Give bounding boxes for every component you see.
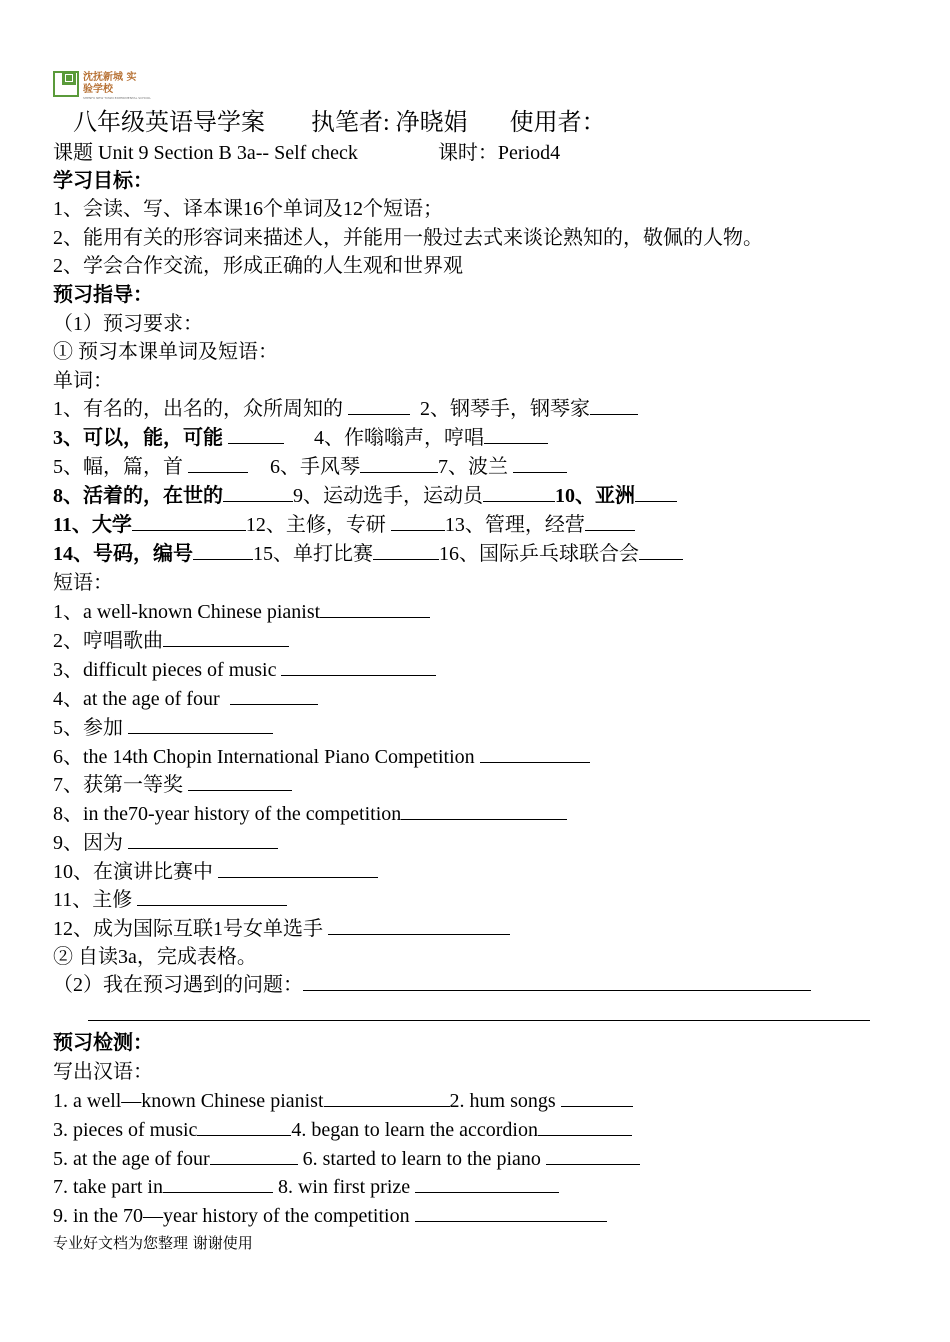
problems-label: （2）我在预习遇到的问题：: [53, 974, 303, 996]
word-row-4: [53, 482, 677, 510]
phrase-row: [53, 598, 430, 626]
word-item: 5、幅，篇，首: [53, 456, 183, 478]
answer-blank[interactable]: [324, 1090, 450, 1107]
goal-item-1: 1、会读、写、译本课16个单词及12个短语；: [53, 198, 443, 220]
answer-blank[interactable]: [303, 974, 811, 991]
logo-name-cn: 沈抚新城 实验学校: [83, 72, 137, 95]
answer-blank[interactable]: [132, 514, 246, 531]
phrase-item: 6、the 14th Chopin International Piano Competition: [53, 746, 475, 768]
word-item: 6、手风琴: [270, 456, 360, 478]
word-item: 15、单打比赛: [253, 543, 373, 565]
phrase-row: [53, 829, 278, 857]
answer-blank[interactable]: [210, 1148, 298, 1165]
word-row-5: [53, 511, 635, 539]
logo-mark: [53, 71, 79, 97]
answer-blank[interactable]: [546, 1148, 640, 1165]
answer-blank[interactable]: [228, 427, 284, 444]
answer-blank[interactable]: [218, 861, 378, 878]
school-logo: [53, 67, 158, 100]
phrase-item: 8、in the70-year history of the competition: [53, 803, 402, 825]
phrases-label: 短语：: [53, 572, 113, 594]
goal-item-3: 2、学会合作交流，形成正确的人生观和世界观: [53, 255, 463, 277]
word-row-1: [53, 395, 638, 423]
answer-blank[interactable]: [163, 1176, 273, 1193]
check-row: [53, 1116, 632, 1144]
answer-blank[interactable]: [415, 1176, 559, 1193]
preview-step-2: ② 自读3a，完成表格。: [53, 946, 257, 968]
phrase-row: [53, 886, 287, 914]
check-item: 2. hum songs: [449, 1090, 556, 1112]
word-item: 9、运动选手，运动员: [293, 485, 483, 507]
answer-blank[interactable]: [513, 456, 567, 473]
goal-item-2: 2、能用有关的形容词来描述人，并能用一般过去式来谈论熟知的，敬佩的人物。: [53, 227, 763, 249]
check-row: [53, 1145, 640, 1173]
answer-blank[interactable]: [281, 659, 436, 676]
phrase-item: 5、参加: [53, 717, 123, 739]
logo-name-en: SHENFU NEW TOWN EXPERIMENTAL SCHOOL: [83, 96, 151, 100]
words-label: 单词：: [53, 370, 113, 392]
word-row-3: [53, 453, 567, 481]
check-item: 3. pieces of music: [53, 1119, 198, 1141]
check-item: 8. win first prize: [277, 1176, 411, 1198]
answer-blank[interactable]: [484, 427, 548, 444]
answer-blank[interactable]: [561, 1090, 633, 1107]
preview-requirement: （1）预习要求：: [53, 313, 203, 335]
answer-blank[interactable]: [137, 889, 287, 906]
word-row-2: [53, 424, 548, 452]
lesson-line: [53, 139, 560, 167]
header-line: [73, 108, 606, 138]
word-item: 13、管理，经营: [444, 514, 585, 536]
word-item: 7、波兰: [438, 456, 508, 478]
answer-blank[interactable]: [328, 918, 510, 935]
footer-note: 专业好文档为您整理 谢谢使用: [53, 1234, 253, 1252]
phrase-item: 11、主修: [53, 889, 133, 911]
word-item: 16、国际乒乓球联合会: [439, 543, 639, 565]
answer-blank[interactable]: [639, 543, 683, 560]
phrase-item: 2、哼唱歌曲: [53, 630, 163, 652]
check-item: 7. take part in: [53, 1176, 163, 1198]
check-row: [53, 1173, 559, 1201]
answer-blank[interactable]: [538, 1119, 632, 1136]
phrase-item: 12、成为国际互联1号女单选手: [53, 918, 323, 940]
answer-line[interactable]: [88, 1020, 870, 1021]
word-item: 10、亚洲: [555, 485, 635, 507]
answer-blank[interactable]: [193, 543, 253, 560]
answer-blank[interactable]: [480, 746, 590, 763]
phrase-row: [53, 714, 273, 742]
problems-row: [53, 971, 811, 999]
answer-blank[interactable]: [223, 485, 293, 502]
phrase-row: [53, 627, 289, 655]
user-label: 使用者：: [509, 110, 606, 136]
phrase-item: 10、在演讲比赛中: [53, 861, 213, 883]
phrase-row: [53, 685, 318, 713]
phrase-item: 3、difficult pieces of music: [53, 659, 277, 681]
word-item: 8、活着的，在世的: [53, 485, 223, 507]
phrase-item: 7、获第一等奖: [53, 774, 183, 796]
preview-step-1: ① 预习本课单词及短语：: [53, 341, 278, 363]
answer-blank[interactable]: [197, 1119, 291, 1136]
answer-blank[interactable]: [128, 717, 273, 734]
phrase-row: [53, 800, 567, 828]
word-item: 11、大学: [53, 514, 132, 536]
answer-blank[interactable]: [373, 543, 439, 560]
word-item: 12、主修，专研: [245, 514, 386, 536]
check-row: [53, 1202, 607, 1230]
answer-blank[interactable]: [391, 514, 445, 531]
lesson-period: 课时：Period4: [437, 142, 561, 164]
answer-blank[interactable]: [230, 688, 318, 705]
word-item: 3、可以，能，可能: [53, 427, 223, 449]
phrase-row: [53, 656, 436, 684]
answer-blank[interactable]: [590, 398, 638, 415]
answer-blank[interactable]: [163, 630, 289, 647]
answer-blank[interactable]: [585, 514, 635, 531]
doc-title: 八年级英语导学案: [73, 110, 265, 136]
phrase-row: [53, 771, 292, 799]
phrase-item: 4、at the age of four: [53, 688, 220, 710]
word-row-6: [53, 540, 683, 568]
answer-blank[interactable]: [483, 485, 555, 502]
check-item: 1. a well—known Chinese pianist: [53, 1090, 324, 1112]
word-item: 14、号码，编号: [53, 543, 193, 565]
check-row: [53, 1087, 633, 1115]
lesson-topic: 课题 Unit 9 Section B 3a-- Self check: [53, 142, 358, 164]
answer-blank[interactable]: [401, 803, 567, 820]
phrase-row: [53, 858, 378, 886]
check-item: 5. at the age of four: [53, 1148, 210, 1170]
phrase-item: 1、a well-known Chinese pianist: [53, 601, 321, 623]
answer-blank[interactable]: [320, 601, 430, 618]
answer-blank[interactable]: [188, 774, 292, 791]
check-item: 6. started to learn to the piano: [302, 1148, 541, 1170]
preview-heading: 预习指导：: [53, 284, 153, 306]
check-heading: 预习检测：: [53, 1032, 153, 1054]
check-item: 4. began to learn the accordion: [291, 1119, 538, 1141]
answer-blank[interactable]: [360, 456, 438, 473]
check-instruction: 写出汉语：: [53, 1061, 153, 1083]
check-item: 9. in the 70—year history of the competition: [53, 1205, 410, 1227]
word-item: 1、有名的，出名的，众所周知的: [53, 398, 343, 420]
answer-blank[interactable]: [188, 456, 248, 473]
phrase-row: [53, 743, 590, 771]
word-item: 2、钢琴手，钢琴家: [420, 398, 590, 420]
goals-heading: 学习目标：: [53, 170, 153, 192]
answer-blank[interactable]: [348, 398, 410, 415]
answer-blank[interactable]: [128, 832, 278, 849]
phrase-item: 9、因为: [53, 832, 123, 854]
answer-blank[interactable]: [635, 485, 677, 502]
answer-blank[interactable]: [415, 1205, 607, 1222]
phrase-row: [53, 915, 510, 943]
word-item: 4、作嗡嗡声，哼唱: [314, 427, 484, 449]
author: 执笔者: 净晓娟: [311, 110, 468, 136]
